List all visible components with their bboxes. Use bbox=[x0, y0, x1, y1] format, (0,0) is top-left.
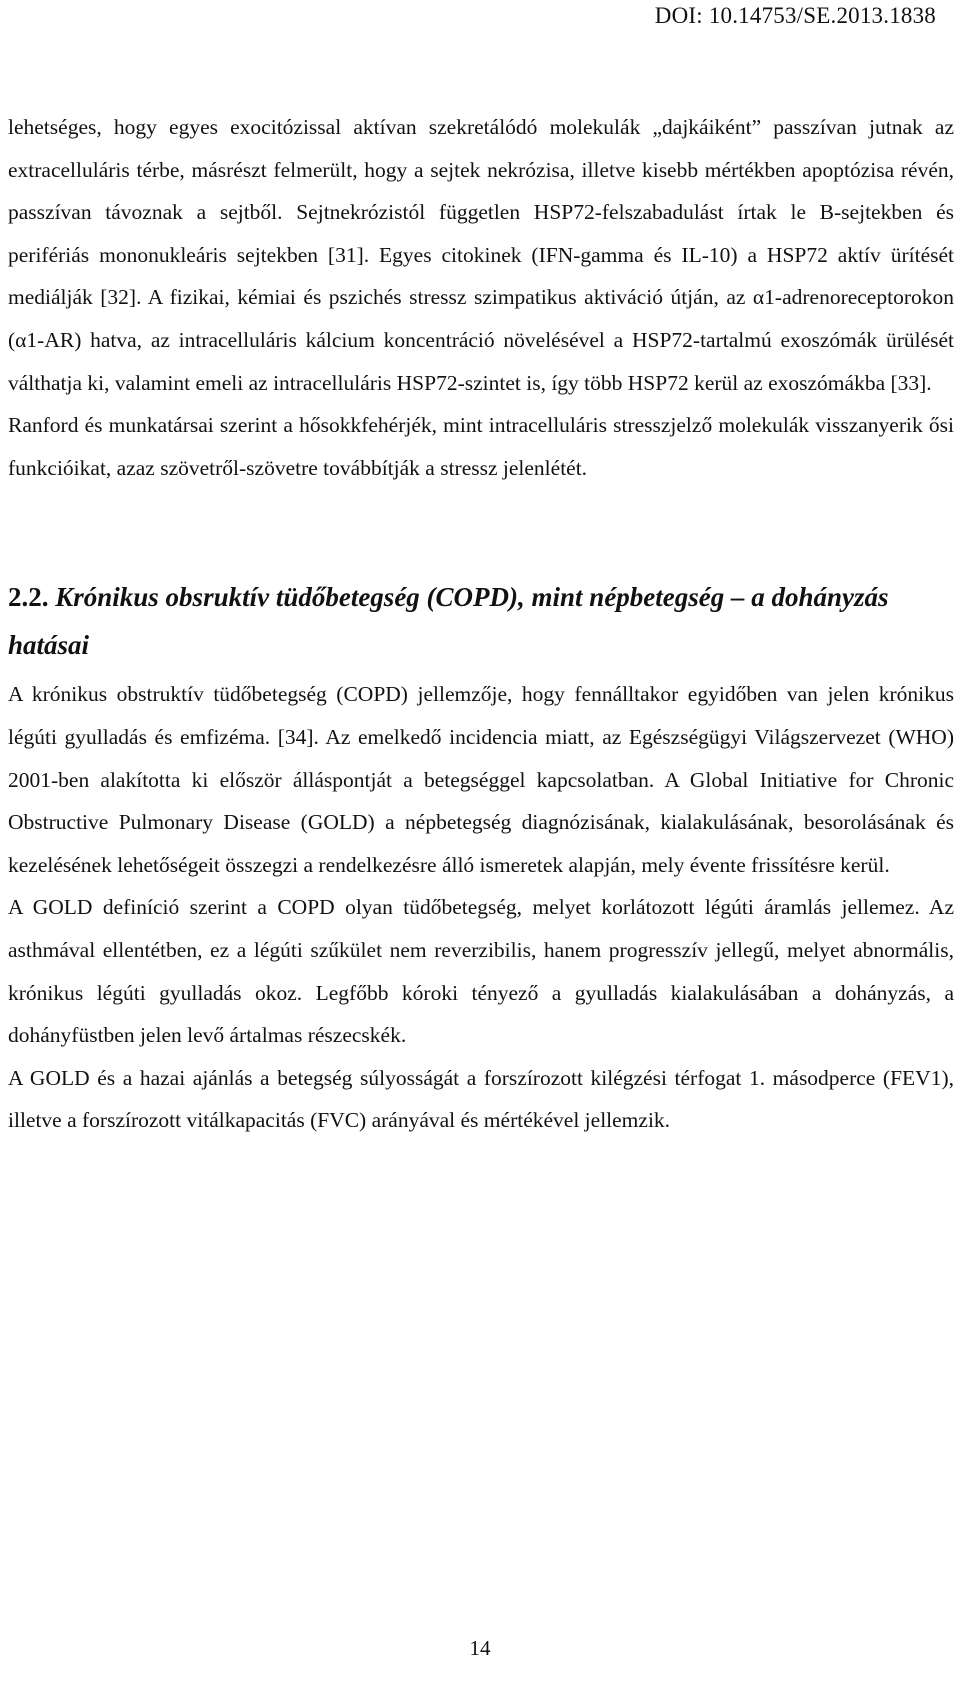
page-number: 14 bbox=[469, 1636, 491, 1660]
doi-header: DOI: 10.14753/SE.2013.1838 bbox=[654, 3, 936, 28]
paragraph-gold-definition: A GOLD definíció szerint a COPD olyan tüdőbetegség, melyet korlátozott légúti áramlás jellemez. Az asthmával ellentétben, ez a légúti szűkület nem reverzibilis, hanem progresszív jellegű, melyet abnormális, krónikus légúti gyulladás okoz. Legfőbb kóroki tényező a gyulladás kialakulásában a dohányzás, a dohányfüstben jelen levő ártalmas részecskék. bbox=[8, 895, 954, 1048]
page-body bbox=[8, 106, 954, 1142]
section-spacer bbox=[8, 489, 954, 573]
section-title: Krónikus obsruktív tüdőbetegség (COPD), mint népbetegség – a dohányzás hatásai bbox=[8, 582, 889, 661]
section-heading bbox=[8, 573, 954, 669]
paragraph-gold-severity: A GOLD és a hazai ajánlás a betegség súlyosságát a forszírozott kilégzési térfogat 1. másodperce (FEV1), illetve a forszírozott vitálkapacitás (FVC) arányával és mértékével jellemzik. bbox=[8, 1065, 954, 1133]
paragraph-exosome-release: lehetséges, hogy egyes exocitózissal aktívan szekretálódó molekulák „dajkáiként” passzívan jutnak az extracelluláris térbe, másrészt felmerült, hogy a sejtek nekrózisa, illetve kisebb mértékben apoptózisa révén, passzívan távoznak a sejtből. Sejtnekrózistól független HSP72-felszabadulást írtak le B-sejtekben és perifériás mononukleáris sejtekben [31]. Egyes citokinek (IFN-gamma és IL-10) a HSP72 aktív ürítését mediálják [32]. A fizikai, kémiai és pszichés stressz szimpatikus aktiváció útján, az α1-adrenoreceptorokon (α1-AR) hatva, az intracelluláris kálcium koncentráció növelésével a HSP72-tartalmú exoszómák ürülését válthatja ki, valamint emeli az intracelluláris HSP72-szintet is, így több HSP72 kerül az exoszómákba [33]. bbox=[8, 115, 954, 395]
section-number: 2.2. bbox=[8, 582, 49, 613]
paragraph-copd-intro: A krónikus obstruktív tüdőbetegség (COPD) jellemzője, hogy fennálltakor egyidőben van jelen krónikus légúti gyulladás és emfizéma. [34]. Az emelkedő incidencia miatt, az Egészségügyi Világszervezet (WHO) 2001-ben alakította ki először álláspontját a betegséggel kapcsolatban. A Global Initiative for Chronic Obstructive Pulmonary Disease (GOLD) a népbetegség diagnózisának, kialakulásának, besorolásának és kezelésének lehetőségeit összegzi a rendelkezésre álló ismeretek alapján, mely évente frissítésre kerül. bbox=[8, 682, 954, 877]
paragraph-ranford: Ranford és munkatársai szerint a hősokkfehérjék, mint intracelluláris stresszjelző molekulák visszanyerik ősi funkcióikat, azaz szövetről-szövetre továbbítják a stressz jelenlétét. bbox=[8, 413, 954, 480]
